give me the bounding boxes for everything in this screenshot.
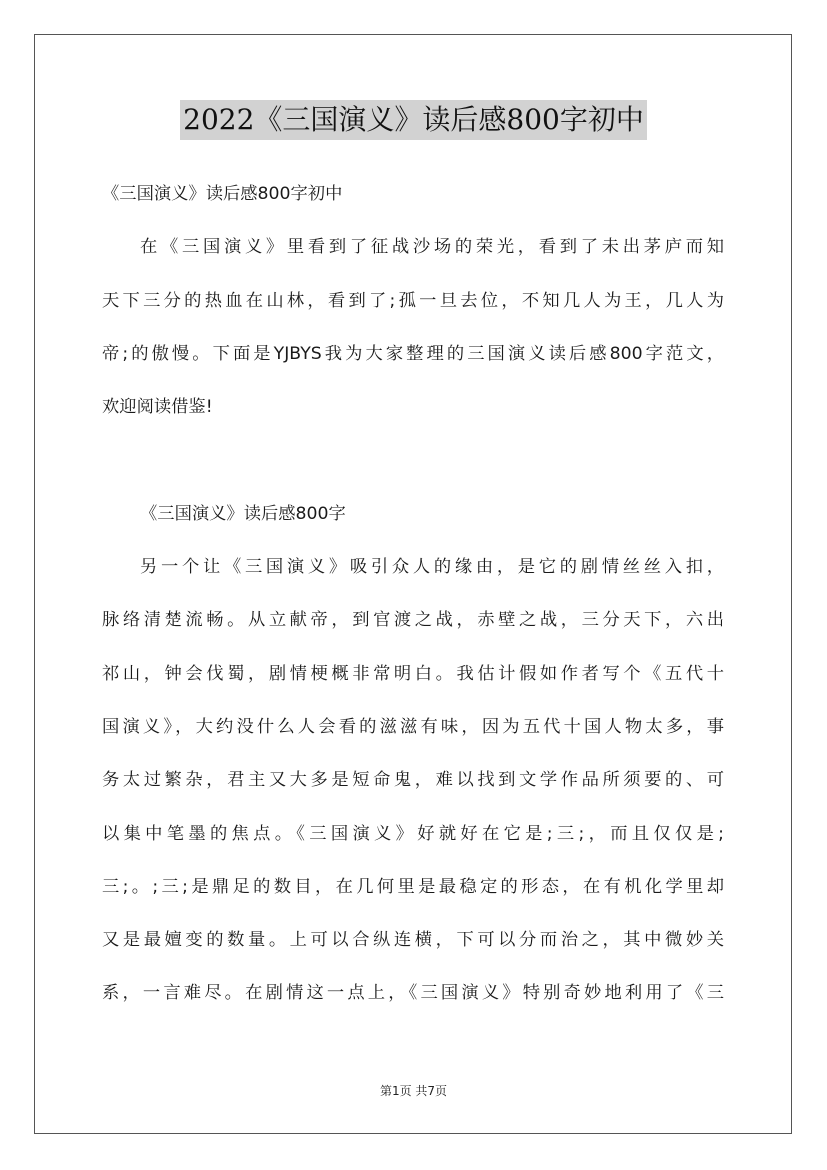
body-line: 国演义》，大约没什么人会看的滋滋有味，因为五代十国人物太多，事 xyxy=(102,716,724,737)
body-line: 以集中笔墨的焦点。《三国演义》好就好在它是;三;，而且仅仅是; xyxy=(102,823,724,844)
body-line: 又是最嬗变的数量。上可以合纵连横，下可以分而治之，其中微妙关 xyxy=(102,930,724,951)
body-line: 系，一言难尽。在剧情这一点上，《三国演义》特别奇妙地利用了《三 xyxy=(102,983,724,1004)
intro-line: 帝;的傲慢。下面是YJBYS我为大家整理的三国演义读后感800字范文， xyxy=(102,343,724,364)
document-body xyxy=(102,168,724,1021)
body-line: 三;。;三;是鼎足的数目，在几何里是最稳定的形态，在有机化学里却 xyxy=(102,876,724,897)
document-title: 2022《三国演义》读后感800字初中 xyxy=(180,100,647,140)
page-number: 第1页 共7页 xyxy=(379,1084,448,1098)
intro-line: 欢迎阅读借鉴! xyxy=(102,397,213,418)
intro-line: 天下三分的热血在山林，看到了;孤一旦去位，不知几人为王，几人为 xyxy=(102,290,724,311)
intro-line: 在《三国演义》里看到了征战沙场的荣光，看到了未出茅庐而知 xyxy=(140,237,724,258)
title-area xyxy=(0,100,827,140)
body-line: 务太过繁杂，君主又大多是短命鬼，难以找到文学作品所须要的、可 xyxy=(102,770,724,791)
section-heading: 《三国演义》读后感800字 xyxy=(140,503,346,524)
subtitle: 《三国演义》读后感800字初中 xyxy=(102,184,343,204)
body-line: 脉络清楚流畅。从立献帝，到官渡之战，赤壁之战，三分天下，六出 xyxy=(102,610,724,631)
body-line: 另一个让《三国演义》吸引众人的缘由，是它的剧情丝丝入扣， xyxy=(140,557,724,578)
body-line: 祁山，钟会伐蜀，剧情梗概非常明白。我估计假如作者写个《五代十 xyxy=(102,663,724,684)
paragraph-gap xyxy=(102,434,724,487)
